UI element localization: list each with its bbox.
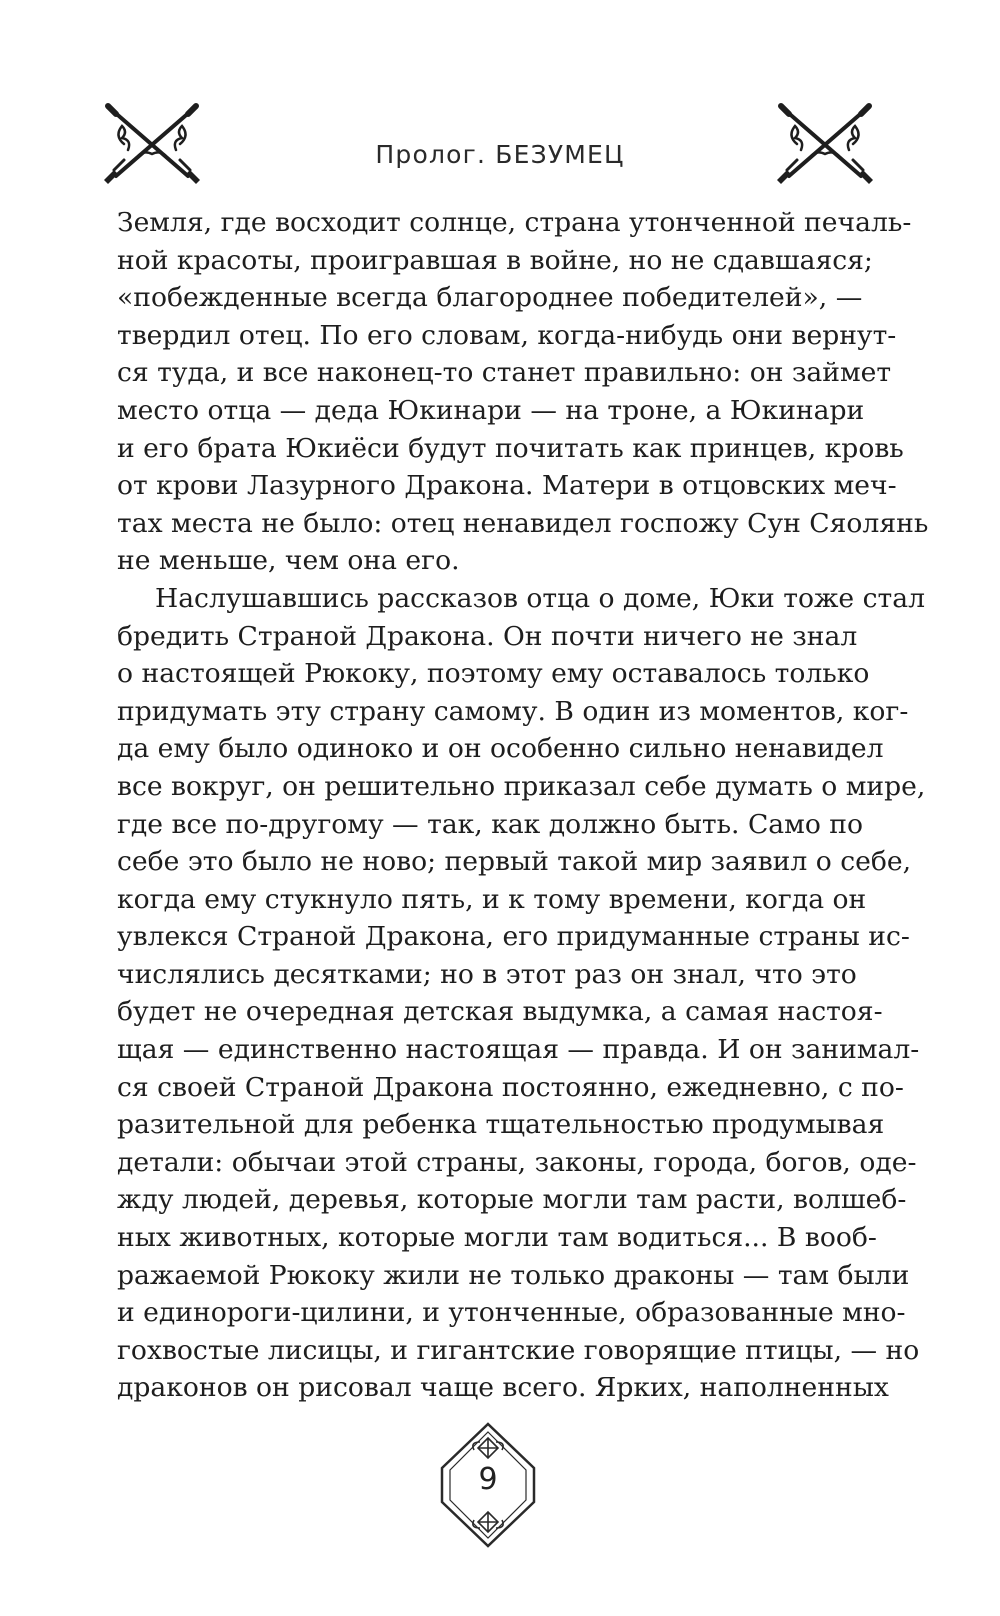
text-line: детали: обычаи этой страны, законы, города, богов, оде-: [117, 1146, 917, 1178]
text-line: и его брата Юкиёси будут почитать как принцев, кровь: [117, 432, 904, 464]
text-line: ся своей Страной Дракона постоянно, ежедневно, с по-: [117, 1071, 904, 1103]
body-text: [117, 204, 929, 1407]
text-line: и единороги-цилини, и утонченные, образованные мно-: [117, 1297, 906, 1329]
paragraph: [117, 204, 929, 580]
text-line: твердил отец. По его словам, когда-нибудь они вернут-: [117, 319, 897, 351]
text-line: не меньше, чем она его.: [117, 545, 460, 577]
page-folio: [438, 1420, 538, 1550]
text-line: когда ему стукнуло пять, и к тому времени, когда он: [117, 883, 867, 915]
text-line: жду людей, деревья, которые могли там расти, волшеб-: [117, 1184, 907, 1216]
text-line: Наслушавшись рассказов отца о доме, Юки тоже стал: [155, 582, 925, 614]
text-line: да ему было одиноко и он особенно сильно ненавидел: [117, 733, 884, 765]
text-line: от крови Лазурного Дракона. Матери в отцовских меч-: [117, 470, 897, 502]
text-line: будет не очередная детская выдумка, а самая настоя-: [117, 996, 883, 1028]
text-line: гохвостые лисицы, и гигантские говорящие птицы, — но: [117, 1334, 920, 1366]
text-line: ся туда, и все наконец-то станет правильно: он займет: [117, 357, 892, 389]
text-line: ных животных, которые могли там водиться... В вооб-: [117, 1222, 877, 1254]
text-line: придумать эту страну самому. В один из моментов, ког-: [117, 695, 909, 727]
text-line: Земля, где восходит солнце, страна утонченной печаль-: [117, 207, 912, 238]
text-line: ной красоты, проигравшая в войне, но не сдавшаяся;: [117, 244, 873, 276]
text-line: место отца — деда Юкинари — на троне, а Юкинари: [117, 394, 865, 426]
text-line: тах места не было: отец ненавидел госпожу Сун Сяолянь: [117, 507, 929, 539]
text-line: увлекся Страной Дракона, его придуманные страны ис-: [117, 921, 910, 953]
text-line: щая — единственно настоящая — правда. И он занимал-: [117, 1034, 920, 1066]
text-line: ражаемой Рюкоку жили не только драконы — там были: [117, 1259, 910, 1291]
text-line: бредить Страной Дракона. Он почти ничего не знал: [117, 620, 858, 652]
running-head: Пролог. БЕЗУМЕЦ: [375, 140, 625, 169]
text-line: числялись десятками; но в этот раз он знал, что это: [117, 958, 857, 990]
text-line: драконов он рисовал чаще всего. Ярких, наполненных: [117, 1372, 889, 1404]
crossed-swords-icon: [773, 96, 877, 188]
text-line: о настоящей Рюкоку, поэтому ему оставалось только: [117, 658, 870, 690]
page-number: 9: [478, 1462, 498, 1497]
text-line: «побежденные всегда благороднее победителей», —: [117, 282, 863, 314]
text-line: разительной для ребенка тщательностью продумывая: [117, 1109, 885, 1141]
text-line: где все по-другому — так, как должно быть. Само по: [117, 808, 864, 840]
text-line: себе это было не ново; первый такой мир заявил о себе,: [117, 846, 912, 878]
text-line: все вокруг, он решительно приказал себе думать о мире,: [117, 770, 926, 802]
paragraph: [117, 580, 926, 1407]
